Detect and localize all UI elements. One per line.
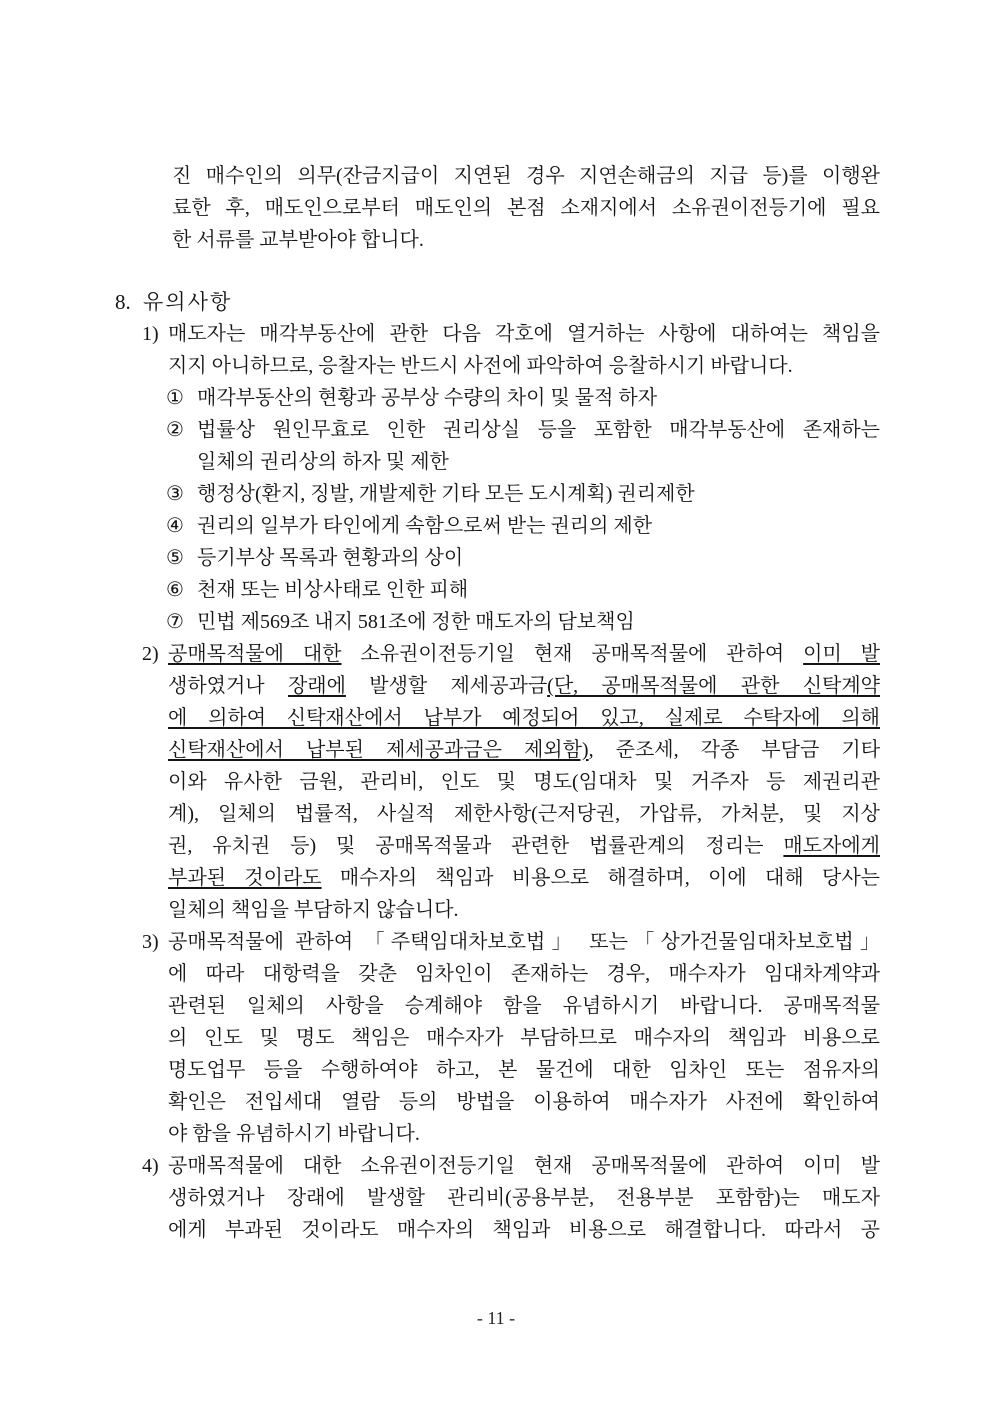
text-line [168, 318, 880, 350]
paragraph-lines [168, 638, 880, 926]
list-marker: ⑦ [166, 611, 184, 633]
paragraph [172, 160, 880, 256]
text-line [168, 702, 880, 734]
text-line [168, 638, 880, 670]
list-item [166, 478, 880, 510]
text-run: , 준조세, 각종 부담금 기타 [588, 739, 880, 761]
text-run: 에게 부과된 것이라도 매수자의 책임과 비용으로 해결합니다. 따라서 공 [168, 1219, 880, 1241]
text-run: 생하였거나 [168, 675, 288, 697]
text-run: 천재 또는 비상사태로 인한 피해 [197, 579, 469, 601]
underlined-text: 이미 발 [803, 643, 880, 665]
text-run: 공매목적물에 대한 소유권이전등기일 현재 공매목적물에 관하여 이미 발 [168, 1155, 880, 1177]
page-number: - 11 - [476, 1308, 516, 1328]
list-marker: ⑥ [166, 579, 184, 601]
list-item [166, 542, 880, 574]
paragraph-lines [197, 414, 880, 478]
list-item [142, 1150, 880, 1246]
paragraph-lines [168, 1150, 880, 1246]
text-run: 지지 아니하므로, 응찰자는 반드시 사전에 파악하여 응찰하시기 바랍니다. [168, 355, 793, 377]
list-item [166, 382, 880, 414]
text-line [168, 766, 880, 798]
list-marker: 4) [142, 1155, 159, 1177]
list-marker: ④ [166, 515, 184, 537]
text-run: 이와 유사한 금원, 관리비, 인도 및 명도(임대차 및 거주자 등 제권리관 [168, 771, 880, 793]
list-marker: ③ [166, 483, 184, 505]
text-run: 진 매수인의 의무(잔금지급이 지연된 경우 지연손해금의 지급 등)를 이행완 [172, 165, 880, 187]
list-marker: 2) [142, 643, 159, 665]
underlined-text: 공매목적물에 대한 [168, 643, 342, 665]
text-run: 공매목적물에 관하여 「주택임대차보호법」 또는「상가건물임대차보호법」 [168, 931, 880, 953]
text-line [197, 478, 880, 510]
text-run: 민법 제569조 내지 581조에 정한 매도자의 담보책임 [197, 611, 635, 633]
text-line [197, 542, 880, 574]
text-line [197, 510, 880, 542]
list-item [142, 926, 880, 1150]
paragraph-lines [197, 510, 880, 542]
text-run: 생하였거나 장래에 발생할 관리비(공용부분, 전용부분 포함함)는 매도자 [168, 1187, 880, 1209]
paragraph-lines [197, 478, 880, 510]
text-line [197, 446, 880, 478]
list-item [166, 510, 880, 542]
text-run: 소유권이전등기일 현재 공매목적물에 관하여 [341, 643, 804, 665]
text-run: 에 따라 대항력을 갖춘 임차인이 존재하는 경우, 매수자가 임대차계약과 [168, 963, 880, 985]
text-line [172, 224, 880, 256]
underlined-text: 신탁재산에서 납부된 제세공과금은 제외함) [168, 739, 589, 761]
list-marker: ⑤ [166, 547, 184, 569]
text-line [168, 990, 880, 1022]
text-line [172, 160, 880, 192]
text-run: 계), 일체의 법률적, 사실적 제한사항(근저당권, 가압류, 가처분, 및 지상 [168, 803, 880, 825]
text-run: 매도자는 매각부동산에 관한 다음 각호에 열거하는 사항에 대하여는 책임을 [168, 323, 880, 345]
text-run: 확인은 전입세대 열람 등의 방법을 이용하여 매수자가 사전에 확인하여 [168, 1091, 880, 1113]
text-run: 일체의 책임을 부담하지 않습니다. [168, 899, 459, 921]
list-marker: 3) [142, 931, 159, 953]
list-item [166, 574, 880, 606]
underlined-text: 장래에 [287, 675, 346, 697]
text-run: 야 함을 유념하시기 바랍니다. [168, 1123, 420, 1145]
text-line [168, 670, 880, 702]
text-run: 등기부상 목록과 현황과의 상이 [197, 547, 464, 569]
text-line [197, 414, 880, 446]
underlined-text: 부과된 것이라도 [168, 867, 322, 889]
text-run: 권리의 일부가 타인에게 속함으로써 받는 권리의 제한 [197, 515, 653, 537]
underlined-text: (단, 공매목적물에 관한 신탁계약 [547, 675, 880, 697]
paragraph-lines [168, 926, 880, 1150]
text-line [168, 1214, 880, 1246]
text-line [168, 862, 880, 894]
text-line [168, 798, 880, 830]
section-title: 유의사항 [143, 290, 233, 314]
underlined-text: 에 의하여 신탁재산에서 납부가 예정되어 있고, 실제로 수탁자에 의해 [168, 707, 880, 729]
section-number: 8. [115, 290, 131, 314]
text-line [168, 1086, 880, 1118]
section-heading [115, 286, 992, 318]
text-run: 의 인도 및 명도 책임은 매수자가 부담하므로 매수자의 책임과 비용으로 [168, 1027, 880, 1049]
text-run: 행정상(환지, 징발, 개발제한 기타 모든 도시계획) 권리제한 [197, 483, 695, 505]
text-line [197, 574, 880, 606]
paragraph-lines [168, 318, 880, 382]
text-line [168, 1118, 880, 1150]
text-run: 일체의 권리상의 하자 및 제한 [197, 451, 449, 473]
text-run: 법률상 원인무효로 인한 권리상실 등을 포함한 매각부동산에 존재하는 [197, 419, 880, 441]
underlined-text: 매도자에게 [783, 835, 880, 857]
list-item [142, 638, 880, 926]
text-run: 매각부동산의 현황과 공부상 수량의 차이 및 물적 하자 [197, 387, 658, 409]
text-line [168, 1182, 880, 1214]
paragraph-lines [197, 606, 880, 638]
text-run: 발생할 제세공과금 [345, 675, 548, 697]
list-item [166, 606, 880, 638]
text-run: 한 서류를 교부받아야 합니다. [172, 229, 424, 251]
text-run: 명도업무 등을 수행하여야 하고, 본 물건에 대한 임차인 또는 점유자의 [168, 1059, 880, 1081]
text-run: 료한 후, 매도인으로부터 매도인의 본점 소재지에서 소유권이전등기에 필요 [172, 197, 880, 219]
text-run: 매수자의 책임과 비용으로 해결하며, 이에 대해 당사는 [321, 867, 880, 889]
list-item [166, 414, 880, 478]
text-line [197, 606, 880, 638]
text-line [172, 192, 880, 224]
text-line [168, 894, 880, 926]
list-marker: ② [166, 419, 184, 441]
text-line [168, 1022, 880, 1054]
text-line [168, 958, 880, 990]
text-line [168, 926, 880, 958]
text-line [168, 350, 880, 382]
paragraph-lines [197, 542, 880, 574]
text-line [168, 1150, 880, 1182]
paragraph-lines [197, 574, 880, 606]
list-marker: ① [166, 387, 184, 409]
text-line [197, 382, 880, 414]
list-item [142, 318, 880, 382]
text-line [168, 734, 880, 766]
paragraph-lines [172, 160, 880, 256]
text-run: 권, 유치권 등) 및 공매목적물과 관련한 법률관계의 정리는 [168, 835, 784, 857]
paragraph-lines [197, 382, 880, 414]
text-run: 관련된 일체의 사항을 승계해야 함을 유념하시기 바랍니다. 공매목적물 [168, 995, 880, 1017]
text-line [168, 1054, 880, 1086]
text-line [168, 830, 880, 862]
list-marker: 1) [142, 323, 159, 345]
